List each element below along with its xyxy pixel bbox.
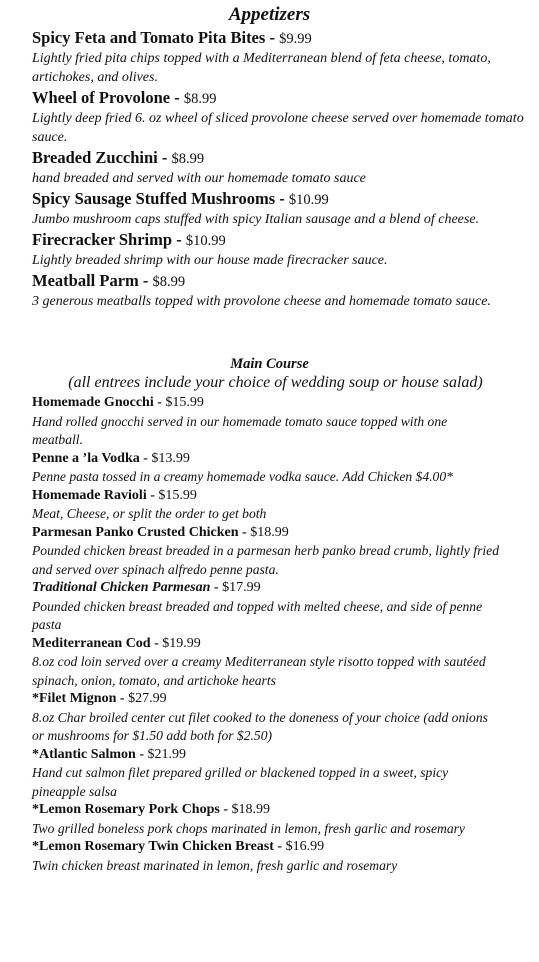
item-name: Firecracker Shrimp <box>32 230 173 249</box>
item-description: Hand cut salmon filet prepared grilled or blackened topped in a sweet, spicy pineapple salsa <box>32 765 449 799</box>
item-description: Pounded chicken breast breaded in a parmesan herb panko bread crumb, lightly fried and served over spinach alfredo penne pasta. <box>32 543 500 577</box>
item-name: Meatball Parm <box>32 271 139 290</box>
item-name: Parmesan Panko Crusted Chicken <box>32 524 239 540</box>
menu-item: Traditional Chicken Parmesan - $17.99 Pounded chicken breast breaded and topped with melted cheese, and side of penne pasta <box>32 579 539 635</box>
menu-item: Wheel of Provolone - $8.99 Lightly deep fried 6. oz wheel of sliced provolone cheese served over homemade tomato sauce. <box>32 88 539 147</box>
menu-item: Spicy Feta and Tomato Pita Bites - $9.99 Lightly fried pita chips topped with a Mediterranean blend of feta cheese, tomato, artichokes, and olives. <box>32 28 539 87</box>
item-price: $8.99 <box>171 151 205 167</box>
menu-page <box>0 2 539 962</box>
item-price: $8.99 <box>183 91 217 107</box>
item-price: $10.99 <box>288 192 329 208</box>
section-spacer <box>32 311 539 355</box>
item-description: Pounded chicken breast breaded and topped with melted cheese, and side of penne pasta <box>32 598 483 632</box>
item-name: Breaded Zucchini <box>32 148 158 167</box>
item-name: *Lemon Rosemary Pork Chops <box>32 802 220 817</box>
menu-item: Homemade Gnocchi - $15.99 Hand rolled gnocchi served in our homemade tomato sauce topped with one meatball. <box>32 394 539 450</box>
item-description: Jumbo mushroom caps stuffed with spicy Italian sausage and a blend of cheese. <box>32 212 480 227</box>
item-description: Two grilled boneless pork chops marinated in lemon, fresh garlic and rosemary <box>32 820 465 836</box>
main-course-note: (all entrees include your choice of wedding soup or house salad) <box>68 374 483 391</box>
item-name: *Atlantic Salmon <box>32 746 136 762</box>
item-price: $8.99 <box>152 274 186 290</box>
item-price: $18.99 <box>231 802 271 817</box>
item-price: $13.99 <box>151 450 190 466</box>
item-price: $17.99 <box>222 580 261 595</box>
item-description: Lightly breaded shrimp with our house made firecracker sauce. <box>32 253 388 268</box>
menu-item: Breaded Zucchini - $8.99 hand breaded and served with our homemade tomato sauce <box>32 148 539 188</box>
menu-item: Mediterranean Cod - $19.99 8.oz cod loin served over a creamy Mediterranean style risotto topped with sautéed spinach, onion, tomato, and artichoke hearts <box>32 635 539 691</box>
item-name: Mediterranean Cod <box>32 635 151 651</box>
item-description: Penne pasta tossed in a creamy homemade vodka sauce. Add Chicken $4.00* <box>32 469 453 484</box>
item-price: $16.99 <box>285 839 325 854</box>
item-price: $10.99 <box>185 233 226 249</box>
item-description: Meat, Cheese, or split the order to get both <box>32 506 267 521</box>
main-course-section <box>32 355 539 875</box>
item-description: Lightly fried pita chips topped with a Mediterranean blend of feta cheese, tomato, artichokes, and olives. <box>32 51 491 85</box>
item-price: $19.99 <box>162 635 201 651</box>
menu-item: *Filet Mignon - $27.99 8.oz Char broiled center cut filet cooked to the doneness of your choice (add onions or mushrooms for $1.50 add both for $2.50) <box>32 690 539 746</box>
item-name: *Lemon Rosemary Twin Chicken Breast <box>32 839 274 854</box>
main-course-heading: Main Course <box>230 356 309 372</box>
item-description: 8.oz Char broiled center cut filet cooked to the doneness of your choice (add onions or mushrooms for $1.50 add both for $2.50) <box>32 709 488 743</box>
item-description: hand breaded and served with our homemade tomato sauce <box>32 171 366 186</box>
item-price: $18.99 <box>250 524 289 540</box>
item-price: $27.99 <box>128 691 167 706</box>
item-name: Wheel of Provolone <box>32 88 171 107</box>
item-price: $15.99 <box>165 395 204 410</box>
menu-item: *Lemon Rosemary Pork Chops - $18.99 Two grilled boneless pork chops marinated in lemon, fresh garlic and rosemary <box>32 801 539 838</box>
appetizers-section <box>32 2 539 311</box>
item-price: $21.99 <box>147 746 187 762</box>
menu-item: Homemade Ravioli - $15.99 Meat, Cheese, or split the order to get both <box>32 487 539 524</box>
menu-item: Meatball Parm - $8.99 3 generous meatballs topped with provolone cheese and homemade tomato sauce. <box>32 271 539 311</box>
menu-item: Penne a ’la Vodka - $13.99 Penne pasta tossed in a creamy homemade vodka sauce. Add Chicken $4.00* <box>32 450 539 487</box>
item-price: $15.99 <box>158 487 197 503</box>
menu-item: Parmesan Panko Crusted Chicken - $18.99 Pounded chicken breast breaded in a parmesan herb panko bread crumb, lightly fried and served over spinach alfredo penne pasta. <box>32 524 539 580</box>
item-name: Spicy Sausage Stuffed Mushrooms <box>32 189 276 208</box>
item-description: Lightly deep fried 6. oz wheel of sliced provolone cheese served over homemade tomato sauce. <box>32 111 524 145</box>
item-name: *Filet Mignon <box>32 691 117 706</box>
appetizers-heading: Appetizers <box>228 4 311 25</box>
item-name: Homemade Ravioli <box>32 487 147 503</box>
menu-item: Firecracker Shrimp - $10.99 Lightly breaded shrimp with our house made firecracker sauce. <box>32 230 539 270</box>
menu-item: *Atlantic Salmon - $21.99 Hand cut salmon filet prepared grilled or blackened topped in a sweet, spicy pineapple salsa <box>32 746 539 802</box>
item-description: 8.oz cod loin served over a creamy Mediterranean style risotto topped with sautéed spinach, onion, tomato, and artichoke hearts <box>32 654 486 688</box>
item-description: Hand rolled gnocchi served in our homemade tomato sauce topped with one meatball. <box>32 413 448 447</box>
item-name: Spicy Feta and Tomato Pita Bites <box>32 28 266 47</box>
item-description: Twin chicken breast marinated in lemon, fresh garlic and rosemary <box>32 857 398 873</box>
item-description: 3 generous meatballs topped with provolone cheese and homemade tomato sauce. <box>32 294 491 309</box>
menu-item: *Lemon Rosemary Twin Chicken Breast - $16.99 Twin chicken breast marinated in lemon, fresh garlic and rosemary <box>32 838 539 875</box>
item-price: $9.99 <box>279 31 312 47</box>
item-name: Penne a ’la Vodka <box>32 450 140 466</box>
item-name: Homemade Gnocchi <box>32 395 154 410</box>
menu-item: Spicy Sausage Stuffed Mushrooms - $10.99 Jumbo mushroom caps stuffed with spicy Italian sausage and a blend of cheese. <box>32 189 539 229</box>
item-name: Traditional Chicken Parmesan <box>32 580 211 595</box>
